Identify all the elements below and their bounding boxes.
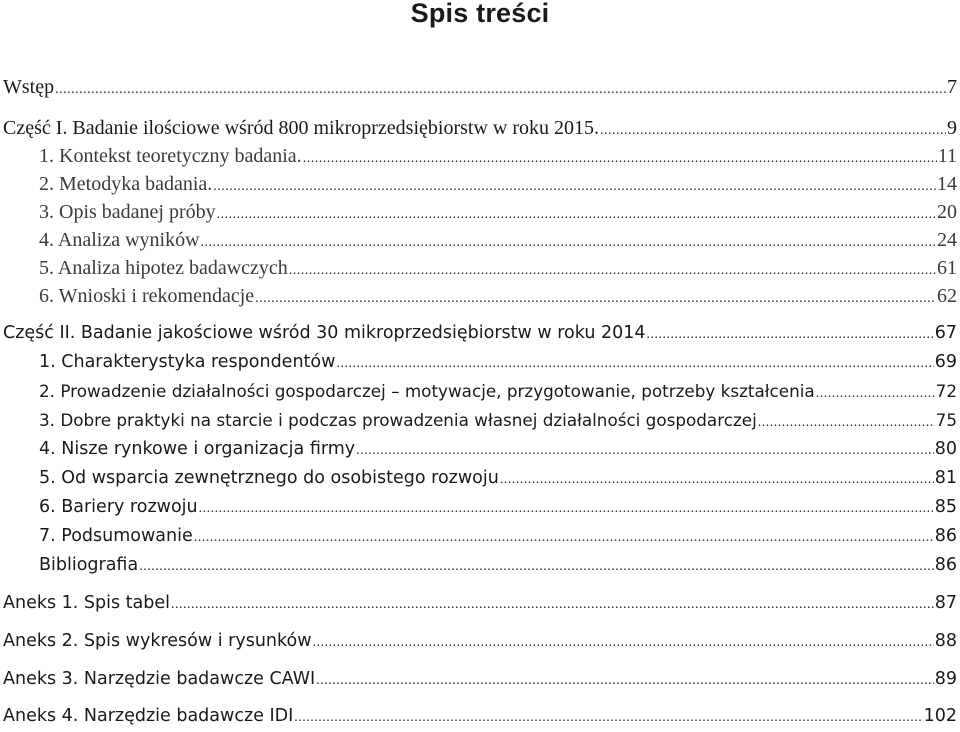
toc-entry-page: 81 xyxy=(934,468,957,488)
toc-entry-part-2-ch-5[interactable] xyxy=(39,468,957,488)
dot-leader xyxy=(289,257,936,280)
toc-entry-page: 14 xyxy=(937,173,957,195)
page-title: Spis treści xyxy=(410,0,550,28)
dot-leader xyxy=(816,381,935,402)
dot-leader xyxy=(201,229,936,252)
toc-entry-page: 72 xyxy=(935,381,957,401)
toc-entry-page: 87 xyxy=(934,593,957,613)
dot-leader xyxy=(294,706,922,726)
dot-leader xyxy=(758,410,935,431)
toc-entry-label: 5. Od wsparcia zewnętrznego do osobistego rozwoju xyxy=(39,468,499,488)
toc-entry-page: 11 xyxy=(937,145,957,167)
toc-entry-page: 67 xyxy=(934,323,957,343)
dot-leader xyxy=(213,173,936,196)
toc-entry-label: 3. Dobre praktyki na starcie i podczas prowadzenia własnej działalności gospodarczej xyxy=(39,410,757,430)
toc-entry-part-2-ch-3[interactable] xyxy=(39,410,957,431)
dot-leader xyxy=(139,555,934,575)
toc-entry-part-2-ch-2[interactable] xyxy=(39,381,957,402)
toc-entry-part-1-ch-5[interactable] xyxy=(39,257,957,280)
dot-leader xyxy=(255,285,936,308)
toc-entry-page: 20 xyxy=(937,201,957,223)
dot-leader xyxy=(500,468,934,488)
dot-leader xyxy=(171,593,934,613)
toc-entry-part-1-ch-2[interactable] xyxy=(39,173,957,196)
dot-leader xyxy=(55,76,946,99)
toc-entry-label: 5. Analiza hipotez badawczych xyxy=(39,257,288,279)
toc-entry-label: Część I. Badanie ilościowe wśród 800 mikroprzedsiębiorstw w roku 2015. xyxy=(3,117,599,139)
toc-entry-label: 7. Podsumowanie xyxy=(39,526,193,546)
toc-entry-label: 3. Opis badanej próby xyxy=(39,201,216,223)
toc-entry-wstep[interactable] xyxy=(3,76,957,99)
toc-entry-label: Wstęp xyxy=(3,76,55,98)
toc-entry-label: 1. Charakterystyka respondentów xyxy=(39,352,336,372)
toc-entry-annex-2[interactable] xyxy=(3,631,957,651)
toc-entry-page: 75 xyxy=(935,410,957,430)
toc-entry-part-1[interactable] xyxy=(3,117,957,140)
toc-entry-part-2-ch-6[interactable] xyxy=(39,497,957,517)
toc-entry-page: 9 xyxy=(947,117,957,139)
toc-entry-label: 6. Wnioski i rekomendacje xyxy=(39,285,255,307)
toc-entry-label: 4. Analiza wyników xyxy=(39,229,200,251)
dot-leader xyxy=(647,323,934,343)
dot-leader xyxy=(316,669,934,689)
toc-entry-part-2-ch-7[interactable] xyxy=(39,526,957,546)
dot-leader xyxy=(313,631,934,651)
toc-entry-annex-3[interactable] xyxy=(3,669,957,689)
toc-entry-label: Część II. Badanie jakościowe wśród 30 mikroprzedsiębiorstw w roku 2014 xyxy=(3,323,646,343)
toc-entry-page: 102 xyxy=(923,706,957,726)
toc-entry-page: 89 xyxy=(934,669,957,689)
toc-entry-page: 69 xyxy=(934,352,957,372)
toc-entry-part-2[interactable] xyxy=(3,323,957,343)
toc-entry-part-1-ch-3[interactable] xyxy=(39,201,957,224)
toc-entry-annex-4[interactable] xyxy=(3,706,957,726)
toc-entry-page: 7 xyxy=(947,76,957,98)
toc-entry-label: Bibliografia xyxy=(39,555,139,575)
toc-entry-page: 24 xyxy=(937,229,957,251)
toc-entry-bibliography[interactable] xyxy=(39,555,957,575)
toc-entry-part-1-ch-1[interactable] xyxy=(39,145,957,168)
toc-entry-label: Aneks 1. Spis tabel xyxy=(3,593,170,613)
dot-leader xyxy=(194,526,934,546)
toc-entry-label: 2. Metodyka badania. xyxy=(39,173,213,195)
toc-entry-label: Aneks 2. Spis wykresów i rysunków xyxy=(3,631,312,651)
dot-leader xyxy=(217,201,936,224)
dot-leader xyxy=(303,145,937,168)
toc-entry-part-2-ch-4[interactable] xyxy=(39,439,957,459)
toc-entry-part-2-ch-1[interactable] xyxy=(39,352,957,372)
toc-entry-label: Aneks 3. Narzędzie badawcze CAWI xyxy=(3,669,316,689)
dot-leader xyxy=(600,117,946,140)
dot-leader xyxy=(199,497,934,517)
dot-leader xyxy=(336,352,933,372)
toc-entry-page: 88 xyxy=(934,631,957,651)
toc-entry-label: 2. Prowadzenie działalności gospodarczej – motywacje, przygotowanie, potrzeby kształcenia xyxy=(39,381,815,401)
toc-entry-part-1-ch-4[interactable] xyxy=(39,229,957,252)
toc-entry-page: 85 xyxy=(934,497,957,517)
toc-entry-page: 86 xyxy=(934,526,957,546)
toc-entry-page: 62 xyxy=(937,285,957,307)
toc-entry-label: 1. Kontekst teoretyczny badania. xyxy=(39,145,302,167)
toc-entry-part-1-ch-6[interactable] xyxy=(39,285,957,308)
toc-entry-page: 86 xyxy=(934,555,957,575)
toc-entry-page: 61 xyxy=(937,257,957,279)
toc-entry-label: Aneks 4. Narzędzie badawcze IDI xyxy=(3,706,294,726)
dot-leader xyxy=(356,439,934,459)
toc-entry-annex-1[interactable] xyxy=(3,593,957,613)
toc-entry-label: 4. Nisze rynkowe i organizacja firmy xyxy=(39,439,356,459)
toc-entry-label: 6. Bariery rozwoju xyxy=(39,497,198,517)
toc-entry-page: 80 xyxy=(934,439,957,459)
